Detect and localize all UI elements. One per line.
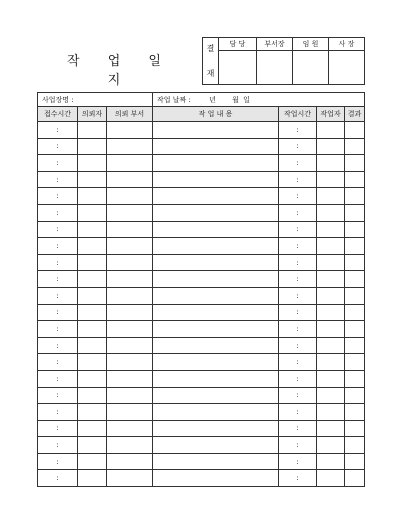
cell-requesting-dept[interactable] (107, 337, 153, 354)
cell-work-time[interactable] (279, 354, 317, 371)
document-title: 작 업 일 지 (67, 54, 173, 88)
approval-role-staff: 담 당 (219, 38, 257, 51)
cell-work-time[interactable] (279, 238, 317, 255)
cell-requesting-dept[interactable] (107, 287, 153, 304)
time-separator: : (56, 158, 59, 167)
cell-work-content[interactable] (153, 122, 279, 139)
cell-result[interactable] (345, 387, 365, 404)
cell-requesting-dept[interactable] (107, 470, 153, 487)
cell-receipt-time[interactable] (38, 171, 78, 188)
cell-result[interactable] (345, 354, 365, 371)
cell-work-time[interactable] (279, 287, 317, 304)
cell-result[interactable] (345, 238, 365, 255)
table-row (38, 453, 365, 470)
cell-requester[interactable] (78, 437, 107, 454)
cell-receipt-time[interactable] (38, 370, 78, 387)
cell-work-time[interactable] (279, 337, 317, 354)
cell-work-content[interactable] (153, 238, 279, 255)
time-separator: : (296, 291, 299, 300)
cell-worker[interactable] (317, 453, 345, 470)
time-separator: : (296, 407, 299, 416)
time-separator: : (296, 158, 299, 167)
cell-worker[interactable] (317, 188, 345, 205)
cell-requester[interactable] (78, 420, 107, 437)
month-label: 월 (232, 95, 239, 104)
cell-worker[interactable] (317, 287, 345, 304)
approval-role-executive: 임 원 (293, 38, 329, 51)
cell-receipt-time[interactable] (38, 420, 78, 437)
cell-result[interactable] (345, 420, 365, 437)
cell-work-time[interactable] (279, 188, 317, 205)
cell-requesting-dept[interactable] (107, 171, 153, 188)
cell-worker[interactable] (317, 221, 345, 238)
cell-worker[interactable] (317, 420, 345, 437)
cell-work-content[interactable] (153, 470, 279, 487)
business-name-field[interactable] (38, 93, 153, 107)
cell-work-time[interactable] (279, 254, 317, 271)
approval-role-president: 사 장 (329, 38, 365, 51)
cell-work-time[interactable] (279, 370, 317, 387)
cell-requesting-dept[interactable] (107, 321, 153, 338)
table-row (38, 238, 365, 255)
cell-work-time[interactable] (279, 155, 317, 172)
cell-receipt-time[interactable] (38, 138, 78, 155)
time-separator: : (296, 341, 299, 350)
cell-requester[interactable] (78, 171, 107, 188)
cell-requesting-dept[interactable] (107, 188, 153, 205)
cell-work-time[interactable] (279, 321, 317, 338)
cell-result[interactable] (345, 171, 365, 188)
time-separator: : (56, 175, 59, 184)
table-row (38, 138, 365, 155)
time-separator: : (296, 457, 299, 466)
work-date-label: 작업 날짜 : (157, 95, 191, 104)
cell-receipt-time[interactable] (38, 337, 78, 354)
cell-worker[interactable] (317, 238, 345, 255)
table-row (38, 387, 365, 404)
table-row (38, 437, 365, 454)
table-row (38, 271, 365, 288)
time-separator: : (296, 125, 299, 134)
column-header-result: 결과 (345, 107, 365, 122)
cell-requester[interactable] (78, 387, 107, 404)
time-separator: : (56, 241, 59, 250)
cell-receipt-time[interactable] (38, 404, 78, 421)
table-row (38, 337, 365, 354)
time-separator: : (56, 391, 59, 400)
work-log-table (37, 92, 365, 487)
business-name-label: 사업장명 : (42, 95, 74, 104)
cell-requesting-dept[interactable] (107, 138, 153, 155)
cell-requester[interactable] (78, 138, 107, 155)
cell-result[interactable] (345, 204, 365, 221)
cell-work-content[interactable] (153, 155, 279, 172)
cell-worker[interactable] (317, 321, 345, 338)
cell-requesting-dept[interactable] (107, 370, 153, 387)
time-separator: : (56, 341, 59, 350)
cell-work-content[interactable] (153, 354, 279, 371)
cell-worker[interactable] (317, 171, 345, 188)
cell-work-content[interactable] (153, 370, 279, 387)
cell-result[interactable] (345, 321, 365, 338)
cell-work-content[interactable] (153, 221, 279, 238)
cell-worker[interactable] (317, 138, 345, 155)
signature-box-staff[interactable] (219, 51, 257, 85)
cell-worker[interactable] (317, 271, 345, 288)
table-row (38, 188, 365, 205)
time-separator: : (56, 457, 59, 466)
cell-work-content[interactable] (153, 138, 279, 155)
cell-requester[interactable] (78, 354, 107, 371)
approval-table (202, 37, 365, 85)
signature-box-president[interactable] (329, 51, 365, 85)
cell-requesting-dept[interactable] (107, 238, 153, 255)
cell-worker[interactable] (317, 337, 345, 354)
table-row (38, 287, 365, 304)
time-separator: : (56, 358, 59, 367)
table-row (38, 404, 365, 421)
signature-box-executive[interactable] (293, 51, 329, 85)
cell-requesting-dept[interactable] (107, 354, 153, 371)
table-row (38, 171, 365, 188)
cell-receipt-time[interactable] (38, 470, 78, 487)
cell-worker[interactable] (317, 304, 345, 321)
time-separator: : (56, 192, 59, 201)
cell-requesting-dept[interactable] (107, 387, 153, 404)
cell-work-content[interactable] (153, 321, 279, 338)
cell-worker[interactable] (317, 370, 345, 387)
cell-requesting-dept[interactable] (107, 221, 153, 238)
cell-receipt-time[interactable] (38, 287, 78, 304)
cell-work-content[interactable] (153, 188, 279, 205)
cell-requesting-dept[interactable] (107, 204, 153, 221)
cell-work-time[interactable] (279, 221, 317, 238)
time-separator: : (56, 324, 59, 333)
cell-result[interactable] (345, 453, 365, 470)
time-separator: : (56, 441, 59, 450)
column-header-work-time: 작업시간 (279, 107, 317, 122)
cell-work-time[interactable] (279, 171, 317, 188)
time-separator: : (56, 225, 59, 234)
cell-requester[interactable] (78, 337, 107, 354)
cell-requester[interactable] (78, 221, 107, 238)
time-separator: : (56, 308, 59, 317)
cell-result[interactable] (345, 188, 365, 205)
time-separator: : (296, 275, 299, 284)
cell-result[interactable] (345, 155, 365, 172)
cell-result[interactable] (345, 337, 365, 354)
cell-receipt-time[interactable] (38, 204, 78, 221)
cell-work-time[interactable] (279, 470, 317, 487)
cell-receipt-time[interactable] (38, 155, 78, 172)
time-separator: : (56, 424, 59, 433)
cell-work-time[interactable] (279, 404, 317, 421)
work-log-rows (38, 122, 365, 487)
cell-requesting-dept[interactable] (107, 155, 153, 172)
cell-receipt-time[interactable] (38, 354, 78, 371)
approval-label-top: 결 (206, 44, 215, 53)
cell-work-content[interactable] (153, 287, 279, 304)
signature-box-manager[interactable] (257, 51, 293, 85)
time-separator: : (296, 374, 299, 383)
cell-receipt-time[interactable] (38, 238, 78, 255)
cell-worker[interactable] (317, 354, 345, 371)
cell-worker[interactable] (317, 155, 345, 172)
cell-requester[interactable] (78, 188, 107, 205)
cell-requesting-dept[interactable] (107, 420, 153, 437)
cell-worker[interactable] (317, 254, 345, 271)
cell-result[interactable] (345, 122, 365, 139)
cell-receipt-time[interactable] (38, 321, 78, 338)
year-label: 년 (209, 95, 216, 104)
time-separator: : (56, 142, 59, 151)
cell-requester[interactable] (78, 470, 107, 487)
cell-work-content[interactable] (153, 453, 279, 470)
cell-worker[interactable] (317, 387, 345, 404)
table-row (38, 470, 365, 487)
time-separator: : (296, 142, 299, 151)
cell-receipt-time[interactable] (38, 188, 78, 205)
cell-result[interactable] (345, 470, 365, 487)
time-separator: : (56, 407, 59, 416)
time-separator: : (56, 258, 59, 267)
cell-receipt-time[interactable] (38, 387, 78, 404)
cell-work-time[interactable] (279, 420, 317, 437)
time-separator: : (56, 275, 59, 284)
time-separator: : (296, 175, 299, 184)
approval-role-manager: 부서장 (257, 38, 293, 51)
cell-work-content[interactable] (153, 304, 279, 321)
cell-requester[interactable] (78, 122, 107, 139)
cell-work-content[interactable] (153, 420, 279, 437)
column-header-worker: 작업자 (317, 107, 345, 122)
time-separator: : (296, 308, 299, 317)
cell-result[interactable] (345, 271, 365, 288)
cell-receipt-time[interactable] (38, 437, 78, 454)
table-row (38, 254, 365, 271)
table-row (38, 204, 365, 221)
cell-result[interactable] (345, 304, 365, 321)
cell-work-content[interactable] (153, 271, 279, 288)
time-separator: : (56, 291, 59, 300)
cell-work-time[interactable] (279, 437, 317, 454)
cell-receipt-time[interactable] (38, 254, 78, 271)
column-header-requesting-dept: 의뢰 부서 (107, 107, 153, 122)
cell-requester[interactable] (78, 204, 107, 221)
time-separator: : (296, 241, 299, 250)
cell-work-time[interactable] (279, 204, 317, 221)
cell-requester[interactable] (78, 304, 107, 321)
day-label: 일 (243, 95, 250, 104)
cell-work-content[interactable] (153, 171, 279, 188)
cell-work-time[interactable] (279, 304, 317, 321)
column-header-requester: 의뢰자 (78, 107, 107, 122)
cell-requester[interactable] (78, 238, 107, 255)
cell-worker[interactable] (317, 204, 345, 221)
cell-requesting-dept[interactable] (107, 404, 153, 421)
table-row (38, 354, 365, 371)
time-separator: : (296, 424, 299, 433)
time-separator: : (56, 374, 59, 383)
cell-receipt-time[interactable] (38, 271, 78, 288)
cell-result[interactable] (345, 437, 365, 454)
table-row (38, 122, 365, 139)
table-row (38, 370, 365, 387)
cell-work-time[interactable] (279, 387, 317, 404)
cell-result[interactable] (345, 221, 365, 238)
cell-requester[interactable] (78, 155, 107, 172)
cell-requesting-dept[interactable] (107, 453, 153, 470)
cell-worker[interactable] (317, 437, 345, 454)
column-header-receipt-time: 접수시간 (38, 107, 78, 122)
approval-label (203, 38, 219, 85)
cell-work-time[interactable] (279, 122, 317, 139)
time-separator: : (296, 474, 299, 483)
time-separator: : (296, 441, 299, 450)
column-header-work-content: 작 업 내 용 (153, 107, 279, 122)
cell-work-time[interactable] (279, 453, 317, 470)
cell-requester[interactable] (78, 271, 107, 288)
time-separator: : (56, 208, 59, 217)
cell-work-content[interactable] (153, 404, 279, 421)
work-date-field[interactable] (153, 93, 365, 107)
cell-receipt-time[interactable] (38, 221, 78, 238)
cell-worker[interactable] (317, 470, 345, 487)
time-separator: : (296, 358, 299, 367)
cell-requesting-dept[interactable] (107, 271, 153, 288)
time-separator: : (56, 125, 59, 134)
table-row (38, 321, 365, 338)
cell-requesting-dept[interactable] (107, 437, 153, 454)
table-row (38, 420, 365, 437)
cell-requester[interactable] (78, 321, 107, 338)
cell-requester[interactable] (78, 453, 107, 470)
cell-requester[interactable] (78, 287, 107, 304)
cell-requesting-dept[interactable] (107, 304, 153, 321)
cell-work-content[interactable] (153, 337, 279, 354)
time-separator: : (296, 391, 299, 400)
time-separator: : (296, 192, 299, 201)
cell-requester[interactable] (78, 370, 107, 387)
cell-work-content[interactable] (153, 254, 279, 271)
cell-work-content[interactable] (153, 437, 279, 454)
time-separator: : (296, 258, 299, 267)
cell-result[interactable] (345, 254, 365, 271)
time-separator: : (296, 324, 299, 333)
time-separator: : (296, 225, 299, 234)
cell-requester[interactable] (78, 404, 107, 421)
cell-result[interactable] (345, 287, 365, 304)
table-row (38, 304, 365, 321)
cell-work-time[interactable] (279, 271, 317, 288)
cell-requesting-dept[interactable] (107, 122, 153, 139)
table-row (38, 221, 365, 238)
cell-receipt-time[interactable] (38, 453, 78, 470)
cell-result[interactable] (345, 370, 365, 387)
cell-work-time[interactable] (279, 138, 317, 155)
cell-result[interactable] (345, 404, 365, 421)
cell-receipt-time[interactable] (38, 304, 78, 321)
table-row (38, 155, 365, 172)
cell-requesting-dept[interactable] (107, 254, 153, 271)
cell-worker[interactable] (317, 404, 345, 421)
cell-work-content[interactable] (153, 387, 279, 404)
cell-work-content[interactable] (153, 204, 279, 221)
approval-label-bottom: 재 (206, 69, 215, 78)
cell-requester[interactable] (78, 254, 107, 271)
cell-result[interactable] (345, 138, 365, 155)
time-separator: : (56, 474, 59, 483)
time-separator: : (296, 208, 299, 217)
cell-receipt-time[interactable] (38, 122, 78, 139)
cell-worker[interactable] (317, 122, 345, 139)
